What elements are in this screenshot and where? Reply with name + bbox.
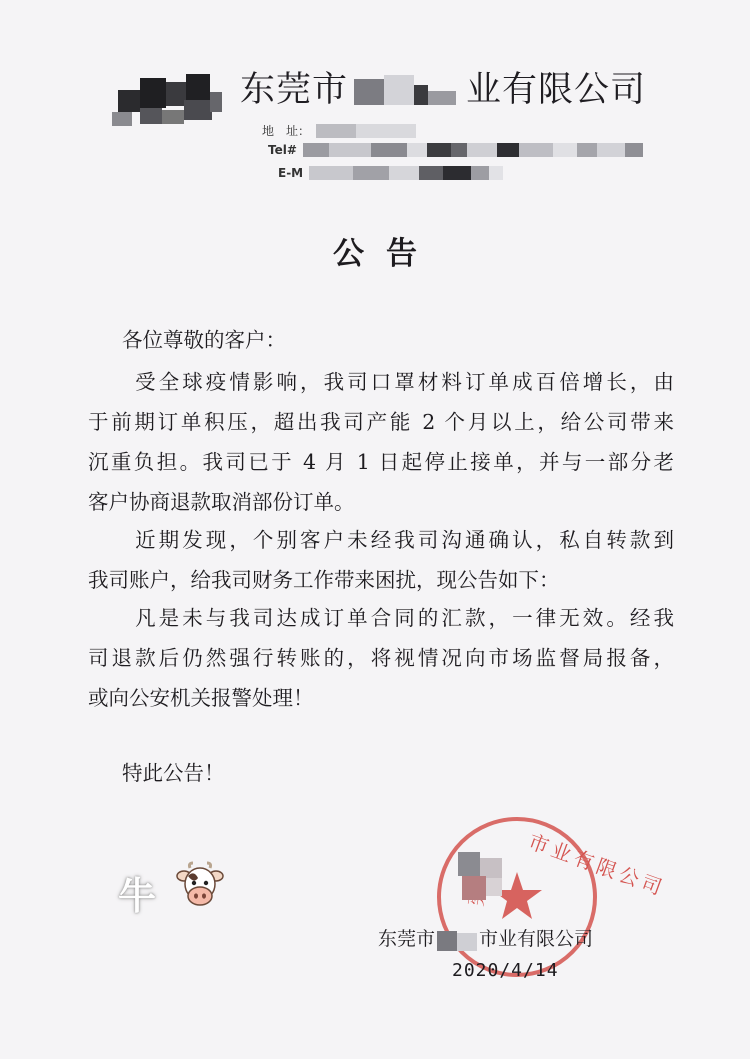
paragraph-line: 沉重负担。我司已于 4 月 1 日起停止接单，并与一部分老 bbox=[88, 450, 674, 474]
letterhead-tel-row bbox=[268, 143, 643, 157]
signature-company-suffix: 市业有限公司 bbox=[479, 928, 594, 950]
letterhead-company-suffix: 业有限公司 bbox=[466, 70, 647, 110]
company-logo-pixelated bbox=[112, 70, 224, 132]
seal-text-right: 市业有限公司 bbox=[525, 829, 669, 901]
redacted-email-bar bbox=[309, 166, 503, 180]
paragraph-line: 我司账户，给我司财务工作带来困扰，现公告如下： bbox=[88, 568, 560, 592]
redacted-tel-bar bbox=[303, 143, 643, 157]
notice-title: 公告 bbox=[333, 236, 439, 272]
notice-paragraph-2 bbox=[88, 520, 674, 600]
paragraph-line: 受全球疫情影响，我司口罩材料订单成百倍增长，由 bbox=[88, 370, 674, 394]
notice-greeting: 各位尊敬的客户： bbox=[122, 328, 286, 352]
cow-face-icon bbox=[176, 862, 224, 910]
signature-company-prefix: 东莞市 bbox=[378, 928, 436, 950]
signature-company-name bbox=[378, 924, 593, 951]
email-label: E-M bbox=[278, 166, 304, 180]
seal-redaction-mosaic bbox=[458, 852, 504, 902]
address-label: 地 址： bbox=[262, 124, 311, 138]
paragraph-line: 近期发现，个别客户未经我司沟通确认，私自转款到 bbox=[88, 528, 674, 552]
paragraph-line: 凡是未与我司达成订单合同的汇款，一律无效。经我 bbox=[88, 606, 674, 630]
niu-sticker-text: 牛 bbox=[118, 874, 157, 918]
signature-date: 2020/4/14 bbox=[452, 960, 559, 981]
notice-paragraph-1 bbox=[88, 362, 674, 522]
redacted-address-bar bbox=[316, 124, 416, 138]
paragraph-line: 司退款后仍然强行转账的，将视情况向市场监督局报备， bbox=[88, 646, 674, 670]
letterhead-address-row bbox=[262, 122, 416, 139]
notice-paragraph-3 bbox=[88, 598, 674, 718]
letterhead-email-row bbox=[278, 166, 503, 180]
paragraph-line: 于前期订单积压，超出我司产能 2 个月以上，给公司带来 bbox=[88, 410, 674, 434]
notice-closing: 特此公告！ bbox=[122, 761, 225, 785]
tel-label: Tel# bbox=[268, 143, 297, 157]
signature-redaction-mosaic bbox=[437, 929, 477, 951]
paragraph-line: 客户协商退款取消部份订单。 bbox=[88, 490, 355, 514]
paragraph-line: 或向公安机关报警处理！ bbox=[88, 686, 314, 710]
letterhead-company-name bbox=[240, 66, 646, 114]
letterhead-company-prefix: 东莞市 bbox=[240, 70, 349, 110]
redacted-name-mosaic bbox=[352, 71, 462, 111]
